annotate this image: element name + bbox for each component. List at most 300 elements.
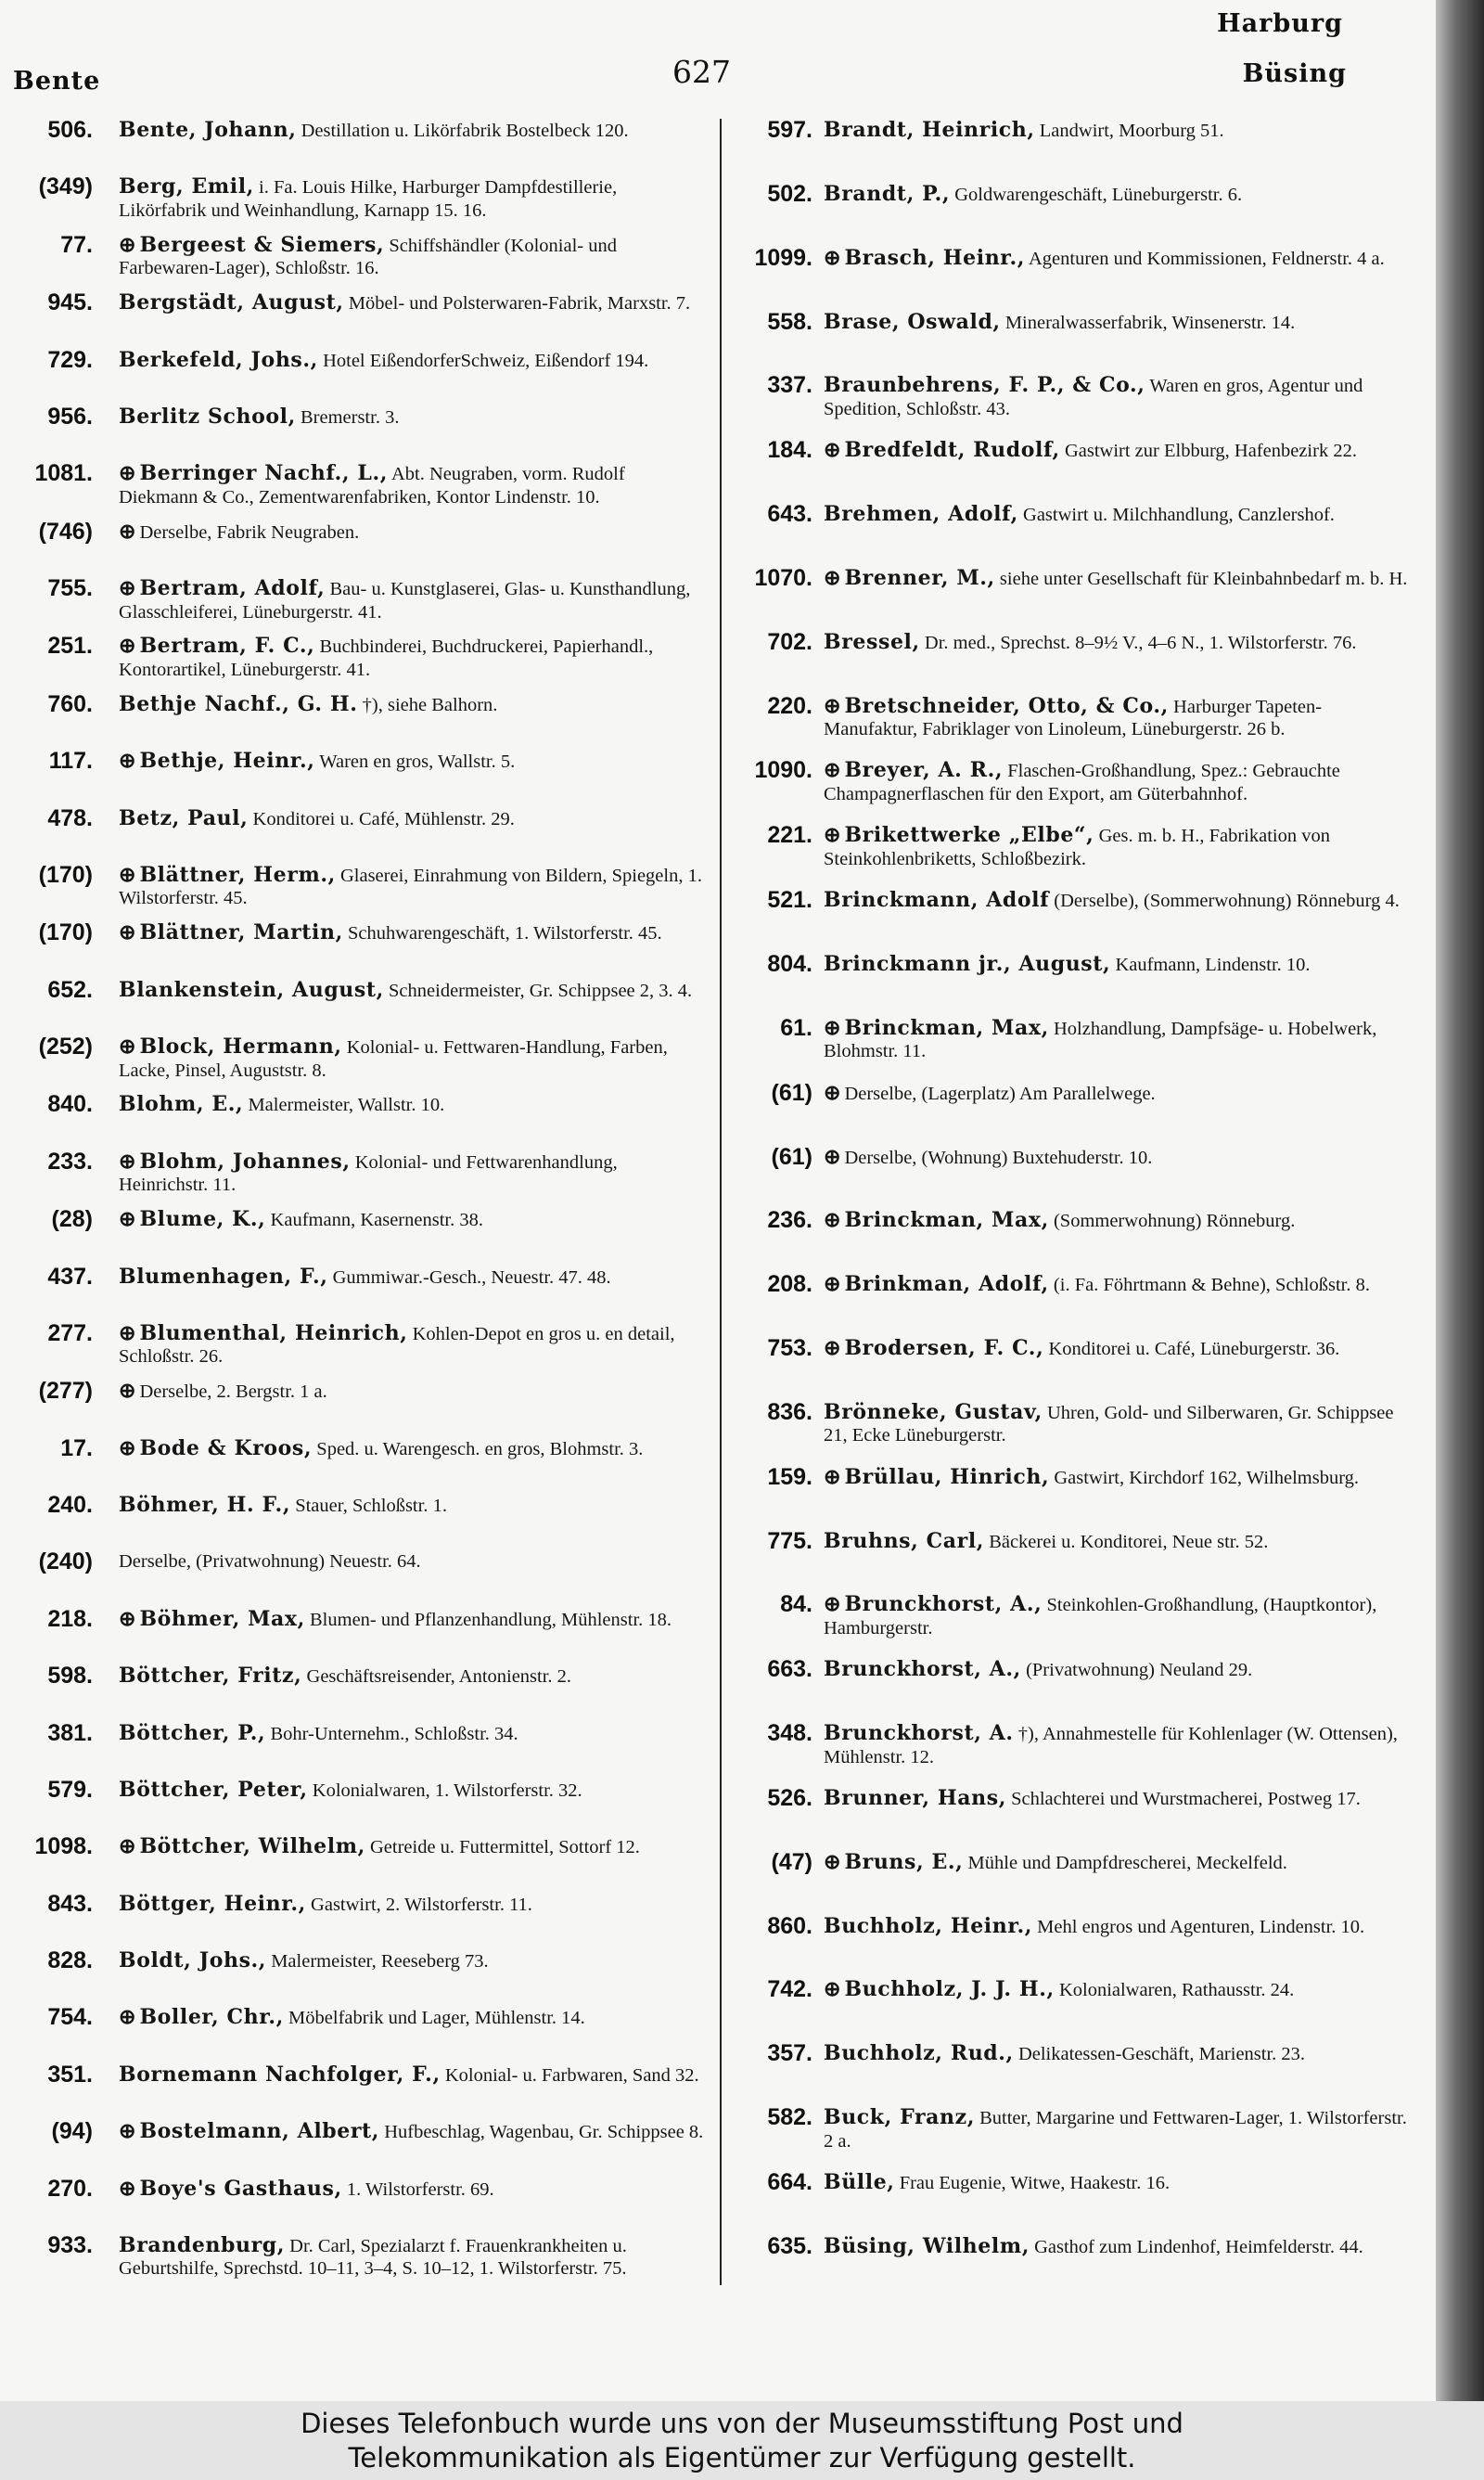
telephone-mark-icon: ⊕: [824, 1592, 841, 1616]
entry-number: 526.: [767, 1784, 812, 1811]
entry-details: Flaschen-Großhandlung, Spez.: Gebrauchte Champagnerflaschen für den Export, am Güterbahnhof.: [824, 761, 1340, 804]
entry-name: Blankenstein, August,: [119, 977, 384, 1002]
entry-name: Brinckman, Max,: [844, 1208, 1049, 1233]
entry-details: Gummiwar.-Gesch., Neuestr. 47. 48.: [332, 1266, 611, 1288]
telephone-mark-icon: ⊕: [824, 1208, 841, 1232]
entry-number: 270.: [47, 2175, 93, 2202]
entry-details: Gasthof zum Lindenhof, Heimfelderstr. 44.: [1034, 2236, 1363, 2257]
entry-number: 753.: [767, 1335, 812, 1362]
entry-name: Bergstädt, August,: [119, 290, 344, 315]
entry-details: Möbelfabrik und Lager, Mühlenstr. 14.: [288, 2008, 585, 2029]
telephone-mark-icon: ⊕: [119, 634, 136, 658]
entry-details: Derselbe, (Privatwohnung) Neuestr. 64.: [119, 1551, 421, 1573]
directory-entry: [723, 244, 1410, 292]
entry-name: Bergeest & Siemers,: [139, 232, 385, 257]
directory-entry: [0, 2120, 705, 2165]
directory-entry: [0, 1434, 705, 1483]
directory-entry: [0, 520, 705, 566]
entry-name: Brinkman, Adolf,: [844, 1272, 1049, 1297]
directory-entry: [723, 1593, 1410, 1639]
entry-name: Bressel,: [824, 629, 920, 654]
entry-number: 754.: [47, 2004, 93, 2031]
telephone-mark-icon: ⊕: [119, 1435, 136, 1459]
directory-entry: [0, 1776, 705, 1824]
entry-number: 117.: [48, 748, 93, 775]
entry-details: Gastwirt zur Elbburg, Hafenbezirk 22.: [1064, 441, 1357, 462]
entry-name: Blättner, Martin,: [139, 920, 343, 945]
entry-details: Kolonial- und Fettwarenhandlung, Heinrichstr. 11.: [119, 1151, 618, 1196]
entry-name: Brodersen, F. C.,: [844, 1336, 1044, 1361]
directory-entry: [723, 1143, 1410, 1191]
entry-details: Schuhwarengeschäft, 1. Wilstorferstr. 45.: [347, 923, 662, 944]
entry-name: Blättner, Herm.,: [139, 862, 336, 887]
directory-entry: [723, 374, 1410, 420]
entry-name: Brehmen, Adolf,: [824, 502, 1018, 527]
entry-details: Bremerstr. 3.: [300, 406, 400, 428]
directory-entry: [0, 921, 705, 967]
directory-entry: [0, 690, 705, 739]
entry-number: (240): [38, 1548, 93, 1575]
entry-number: 159.: [767, 1463, 812, 1490]
directory-entry: [0, 462, 705, 508]
entry-name: Böttcher, Wilhelm,: [139, 1834, 365, 1859]
directory-entry: [723, 628, 1410, 676]
entry-number: (94): [51, 2118, 93, 2145]
entry-details: Sped. u. Warengesch. en gros, Blohmstr. 3.: [316, 1438, 644, 1459]
entry-name: Blumenthal, Heinrich,: [139, 1320, 408, 1345]
entry-number: 836.: [767, 1398, 812, 1425]
telephone-mark-icon: ⊕: [119, 1149, 136, 1173]
page-edge-shadow: [1436, 0, 1484, 2401]
directory-entry: [0, 1719, 705, 1767]
directory-entry: [723, 889, 1410, 934]
entry-number: 1090.: [754, 757, 812, 784]
directory-entry: [723, 1463, 1410, 1511]
entry-name: Böttcher, Fritz,: [119, 1664, 302, 1689]
entry-number: 502.: [767, 180, 812, 207]
directory-entry: [723, 1209, 1410, 1254]
entry-number: 652.: [47, 976, 93, 1003]
entry-details: Frau Eugenie, Witwe, Haakestr. 16.: [899, 2173, 1171, 2193]
telephone-mark-icon: ⊕: [824, 245, 841, 269]
entry-number: (170): [38, 919, 93, 946]
directory-entry: [723, 2171, 1410, 2217]
entry-name: Bostelmann, Albert,: [139, 2119, 380, 2144]
directory-entry: [0, 1150, 705, 1197]
telephone-mark-icon: ⊕: [119, 862, 136, 886]
entry-details: Malermeister, Wallstr. 10.: [248, 1095, 445, 1116]
entry-number: 61.: [780, 1014, 812, 1041]
header-left-keyword: Bente: [13, 67, 101, 96]
entry-name: Bruns, E.,: [844, 1849, 964, 1874]
entry-number: 277.: [47, 1319, 93, 1346]
directory-entry: [723, 2232, 1410, 2281]
telephone-mark-icon: ⊕: [824, 565, 841, 589]
entry-name: Böttger, Heinr.,: [119, 1891, 306, 1916]
telephone-mark-icon: ⊕: [824, 1977, 841, 2001]
entry-details: Delikatessen-Geschäft, Marienstr. 23.: [1017, 2044, 1306, 2065]
entry-number: 521.: [767, 887, 812, 914]
entry-number: 437.: [47, 1263, 93, 1290]
column-divider: [720, 119, 722, 2285]
entry-number: 84.: [780, 1591, 812, 1618]
entry-number: 348.: [767, 1720, 812, 1747]
directory-entry: [0, 2063, 705, 2109]
entry-name: Bertram, F. C.,: [139, 634, 315, 659]
directory-entry: [723, 950, 1410, 998]
entry-details: Gastwirt u. Milchhandlung, Canzlershof.: [1023, 505, 1335, 526]
entry-details: Mehl engros und Agenturen, Lindenstr. 10.: [1037, 1916, 1365, 1937]
right-column: [723, 119, 1410, 2281]
telephone-mark-icon: ⊕: [824, 1849, 841, 1873]
entry-name: Bredfeldt, Rudolf,: [844, 438, 1060, 463]
entry-name: Bruhns, Carl,: [824, 1528, 985, 1553]
entry-details: Konditorei u. Café, Mühlenstr. 29.: [252, 808, 515, 829]
entry-name: Blohm, Johannes,: [139, 1149, 351, 1174]
entry-details: Derselbe, Fabrik Neugraben.: [139, 521, 360, 543]
entry-details: Glaserei, Einrahmung von Bildern, Spiegeln, 1. Wilstorferstr. 45.: [119, 865, 702, 909]
directory-entry: [723, 1722, 1410, 1768]
directory-entry: [723, 1398, 1410, 1447]
entry-details: Destillation u. Likörfabrik Bostelbeck 120.: [301, 121, 629, 141]
entry-details: Bohr-Unternehm., Schloßstr. 34.: [270, 1723, 518, 1744]
entry-details: Stauer, Schloßstr. 1.: [295, 1496, 447, 1516]
telephone-mark-icon: ⊕: [824, 758, 841, 782]
entry-number: 17.: [60, 1434, 93, 1461]
directory-entry: [0, 635, 705, 681]
entry-name: Buchholz, J. J. H.,: [844, 1977, 1055, 2002]
entry-number: 582.: [767, 2104, 812, 2131]
entry-number: 742.: [767, 1976, 812, 2003]
entry-name: Bente, Johann,: [119, 118, 297, 142]
directory-entry: [723, 180, 1410, 228]
directory-entry: [723, 824, 1410, 870]
entry-details: Kolonialwaren, 1. Wilstorferstr. 32.: [312, 1780, 582, 1801]
directory-entry: [0, 2175, 705, 2223]
entry-details: Kaufmann, Lindenstr. 10.: [1115, 954, 1311, 975]
entry-name: Brunckhorst, A.,: [824, 1657, 1021, 1682]
entry-name: Bethje, Heinr.,: [139, 749, 315, 774]
entry-details: Möbel- und Polsterwaren-Fabrik, Marxstr. 7.: [348, 293, 691, 315]
directory-entry: [723, 119, 1410, 164]
entry-number: 1081.: [34, 460, 93, 487]
entry-details: Derselbe, 2. Bergstr. 1 a.: [139, 1381, 327, 1403]
directory-entry: [0, 861, 705, 910]
entry-details: Agenturen und Kommissionen, Feldnerstr. 4 a.: [1029, 248, 1385, 269]
entry-name: Brönneke, Gustav,: [824, 1399, 1043, 1424]
entry-name: Brunckhorst, A.: [824, 1721, 1014, 1746]
entry-details: Kaufmann, Kasernenstr. 38.: [270, 1210, 483, 1231]
telephone-mark-icon: ⊕: [824, 1336, 841, 1360]
entry-number: 208.: [767, 1271, 812, 1298]
entry-number: 775.: [767, 1527, 812, 1554]
entry-name: Bornemann Nachfolger, F.,: [119, 2062, 441, 2087]
entry-number: 760.: [47, 690, 93, 717]
directory-entry: [723, 1273, 1410, 1318]
entry-details: i. Fa. Louis Hilke, Harburger Dampfdestillerie, Likörfabrik und Weinhandlung, Karnapp 15. 16.: [119, 177, 618, 221]
entry-details: Kolonialwaren, Rathausstr. 24.: [1058, 1980, 1295, 2001]
telephone-mark-icon: ⊕: [119, 232, 136, 256]
entry-name: Brase, Oswald,: [824, 309, 1001, 334]
entry-details: Schiffshändler (Kolonial- und Farbewaren-Lager), Schloßstr. 16.: [119, 235, 617, 279]
telephone-mark-icon: ⊕: [119, 1834, 136, 1858]
entry-number: 663.: [767, 1656, 812, 1683]
entry-name: Block, Hermann,: [139, 1034, 342, 1059]
directory-entry: [0, 1664, 705, 1710]
directory-entry: [723, 1912, 1410, 1960]
directory-entry: [723, 1784, 1410, 1832]
entry-number: 664.: [767, 2169, 812, 2195]
directory-entry: [0, 346, 705, 394]
entry-details: Holzhandlung, Dampfsäge- u. Hobelwerk, Blohmstr. 11.: [824, 1018, 1377, 1062]
entry-name: Brunner, Hans,: [824, 1785, 1006, 1810]
entry-number: 579.: [47, 1776, 93, 1803]
header-city: Harburg: [1217, 9, 1343, 38]
entry-name: Bretschneider, Otto, & Co.,: [844, 693, 1169, 718]
directory-entry: [723, 2106, 1410, 2152]
entry-details: Dr. med., Sprechst. 8–9½ V., 4–6 N., 1. Wilstorferstr. 76.: [924, 632, 1357, 653]
entry-number: 1099.: [754, 244, 812, 271]
directory-entry: [0, 1380, 705, 1425]
entry-number: (746): [38, 518, 93, 545]
telephone-mark-icon: ⊕: [119, 461, 136, 485]
entry-number: 1070.: [754, 564, 812, 591]
left-column: [0, 119, 705, 2281]
entry-number: (349): [38, 173, 93, 200]
entry-details: Butter, Margarine und Fettwaren-Lager, 1. Wilstorferstr. 2 a.: [824, 2108, 1407, 2152]
entry-name: Brunckhorst, A.,: [844, 1592, 1043, 1617]
entry-number: (47): [771, 1848, 812, 1875]
telephone-mark-icon: ⊕: [119, 576, 136, 599]
telephone-mark-icon: ⊕: [119, 1034, 136, 1058]
footer-line-2: Telekommunikation als Eigentümer zur Verfügung gestellt.: [348, 2442, 1136, 2474]
entry-name: Berg, Emil,: [119, 174, 254, 199]
entry-details: Derselbe, (Wohnung) Buxtehuderstr. 10.: [844, 1147, 1153, 1168]
entry-number: 755.: [47, 575, 93, 601]
entry-number: 77.: [60, 231, 93, 258]
entry-number: (170): [38, 861, 93, 888]
directory-entry: [0, 1494, 705, 1539]
entry-name: Böttcher, Peter,: [119, 1777, 308, 1802]
entry-number: 860.: [767, 1912, 812, 1939]
directory-entry: [723, 692, 1410, 741]
directory-entry: [0, 405, 705, 451]
entry-number: 251.: [47, 633, 93, 660]
directory-entry: [723, 1658, 1410, 1703]
entry-details: Kolonial- u. Farbwaren, Sand 32.: [444, 2064, 699, 2086]
entry-name: Brandenburg,: [119, 2232, 286, 2257]
telephone-mark-icon: ⊕: [119, 1606, 136, 1630]
directory-entry: [723, 1527, 1410, 1575]
entry-details: Abt. Neugraben, vorm. Rudolf Diekmann & Co., Zementwarenfabriken, Kontor Lindenstr. 10.: [119, 464, 625, 508]
directory-entry: [723, 1848, 1410, 1896]
entry-details: Steinkohlen-Großhandlung, (Hauptkontor), Hamburgerstr.: [824, 1595, 1377, 1638]
directory-entry: [0, 1605, 705, 1653]
entry-details: Blumen- und Pflanzenhandlung, Mühlenstr. 18.: [310, 1609, 672, 1630]
directory-entry: [723, 439, 1410, 484]
directory-entry: [723, 2042, 1410, 2088]
directory-entry: [723, 1978, 1410, 2024]
entry-name: Boldt, Johs.,: [119, 1948, 267, 1972]
entry-name: Buck, Franz,: [824, 2105, 975, 2130]
directory-entry: [0, 1949, 705, 1995]
entry-number: 729.: [47, 346, 93, 373]
entry-details: Schlachterei und Wurstmacherei, Postweg 17.: [1011, 1788, 1361, 1809]
directory-entry: [723, 759, 1410, 805]
telephone-mark-icon: ⊕: [119, 920, 136, 944]
entry-number: 598.: [47, 1663, 93, 1690]
entry-number: 381.: [47, 1719, 93, 1746]
directory-entry: [0, 1890, 705, 1938]
directory-entry: [0, 1319, 705, 1368]
entry-number: 240.: [47, 1492, 93, 1518]
telephone-mark-icon: ⊕: [824, 1144, 841, 1168]
entry-number: 236.: [767, 1207, 812, 1234]
entry-details: Kohlen-Depot en gros u. en detail, Schloßstr. 26.: [119, 1323, 675, 1368]
telephone-mark-icon: ⊕: [119, 2005, 136, 2029]
entry-details: Derselbe, (Lagerplatz) Am Parallelwege.: [844, 1083, 1156, 1104]
telephone-mark-icon: ⊕: [119, 519, 136, 543]
entry-details: Getreide u. Futtermittel, Sottorf 12.: [369, 1837, 640, 1858]
entry-name: Brikettwerke „Elbe“,: [844, 823, 1094, 848]
entry-number: (28): [51, 1206, 93, 1233]
page-number: 627: [672, 54, 731, 90]
entry-details: Hotel EißendorferSchweiz, Eißendorf 194.: [323, 350, 649, 371]
entry-number: 702.: [767, 628, 812, 655]
entry-number: 184.: [767, 437, 812, 464]
entry-details: Harburger Tapeten-Manufaktur, Fabriklager von Linoleum, Lüneburgerstr. 26 b.: [824, 696, 1323, 740]
directory-entry: [0, 2006, 705, 2051]
entry-number: 1098.: [34, 1833, 93, 1860]
telephone-mark-icon: ⊕: [119, 1379, 136, 1403]
entry-details: Waren en gros, Agentur und Spedition, Schloßstr. 43.: [824, 376, 1363, 419]
directory-entry: [723, 1014, 1410, 1063]
directory-entry: [723, 564, 1410, 612]
entry-name: Böhmer, H. F.,: [119, 1493, 291, 1517]
entry-name: Berlitz School,: [119, 404, 296, 429]
entry-name: Brandt, Heinrich,: [824, 118, 1035, 142]
entry-details: (Sommerwohnung) Rönneburg.: [1053, 1211, 1296, 1232]
entry-name: Boye's Gasthaus,: [139, 2176, 342, 2201]
entry-number: 478.: [47, 804, 93, 831]
entry-name: Brandt, P.,: [824, 181, 951, 206]
directory-entry: [0, 175, 705, 222]
entry-number: 804.: [767, 950, 812, 977]
entry-number: 558.: [767, 308, 812, 335]
entry-name: Blume, K.,: [139, 1207, 266, 1232]
entry-number: 956.: [47, 403, 93, 430]
telephone-mark-icon: ⊕: [119, 749, 136, 773]
entry-details: (Derselbe), (Sommerwohnung) Rönneburg 4.: [1054, 891, 1400, 912]
directory-entry: [0, 1208, 705, 1253]
entry-number: 506.: [47, 117, 93, 143]
directory-entry: [0, 2231, 705, 2281]
directory-entry: [0, 1550, 705, 1596]
entry-name: Berkefeld, Johs.,: [119, 347, 318, 372]
entry-details: Uhren, Gold- und Silberwaren, Gr. Schippsee 21, Ecke Lüneburgerstr.: [824, 1402, 1394, 1446]
entry-name: Büsing, Wilhelm,: [824, 2233, 1030, 2258]
entry-details: Konditorei u. Café, Lüneburgerstr. 36.: [1048, 1339, 1340, 1360]
entry-number: 351.: [47, 2061, 93, 2088]
telephone-mark-icon: ⊕: [119, 1207, 136, 1231]
telephone-mark-icon: ⊕: [119, 1320, 136, 1344]
entry-details: Schneidermeister, Gr. Schippsee 2, 3. 4.: [389, 980, 693, 1001]
telephone-mark-icon: ⊕: [119, 2176, 136, 2200]
entry-number: 643.: [767, 501, 812, 528]
entry-number: 828.: [47, 1947, 93, 1973]
entry-name: Brinckmann, Adolf: [824, 888, 1050, 913]
footer-notice: [0, 2401, 1484, 2480]
entry-details: Dr. Carl, Spezialarzt f. Frauenkrankheiten u. Geburtshilfe, Sprechstd. 10–11, 3–4, S. 10–12, 1. Wilstorferstr. 75.: [119, 2235, 627, 2280]
entry-details: Geschäftsreisender, Antonienstr. 2.: [306, 1666, 572, 1688]
entry-name: Braunbehrens, F. P., & Co.,: [824, 373, 1145, 398]
entry-name: Bode & Kroos,: [139, 1435, 313, 1460]
entry-name: Buchholz, Heinr.,: [824, 1913, 1033, 1938]
entry-number: 337.: [767, 372, 812, 399]
entry-number: 945.: [47, 289, 93, 316]
directory-entry: [0, 976, 705, 1024]
entry-number: 597.: [767, 117, 812, 143]
directory-entry: [723, 503, 1410, 548]
directory-entry: [723, 1337, 1410, 1382]
telephone-mark-icon: ⊕: [824, 1015, 841, 1039]
telephone-mark-icon: ⊕: [824, 1272, 841, 1296]
directory-entry: [0, 119, 705, 164]
entry-details: Mineralwasserfabrik, Winsenerstr. 14.: [1004, 312, 1296, 333]
entry-name: Bethje Nachf., G. H.: [119, 691, 358, 716]
entry-details: Hufbeschlag, Wagenbau, Gr. Schippsee 8.: [384, 2122, 704, 2143]
entry-number: 840.: [47, 1091, 93, 1118]
entry-details: Gastwirt, Kirchdorf 162, Wilhelmsburg.: [1054, 1467, 1360, 1488]
entry-number: 933.: [47, 2231, 93, 2258]
entry-number: 635.: [767, 2232, 812, 2259]
directory-entry: [0, 291, 705, 337]
entry-details: Landwirt, Moorburg 51.: [1039, 121, 1224, 141]
entry-details: †), Annahmestelle für Kohlenlager (W. Ottensen), Mühlenstr. 12.: [824, 1724, 1398, 1767]
entry-details: (i. Fa. Föhrtmann & Behne), Schloßstr. 8.: [1053, 1275, 1370, 1296]
telephone-mark-icon: ⊕: [824, 693, 841, 717]
entry-name: Breyer, A. R.,: [844, 758, 1004, 783]
entry-number: 220.: [767, 692, 812, 719]
directory-entry: [0, 1035, 705, 1082]
directory-entry: [723, 308, 1410, 356]
telephone-mark-icon: ⊕: [119, 2119, 136, 2143]
entry-details: Buchbinderei, Buchdruckerei, Papierhandl., Kontorartikel, Lüneburgerstr. 41.: [119, 636, 654, 680]
entry-name: Berringer Nachf., L.,: [139, 461, 388, 486]
entry-details: 1. Wilstorferstr. 69.: [346, 2178, 494, 2200]
entry-name: Betz, Paul,: [119, 805, 249, 830]
entry-number: 233.: [47, 1148, 93, 1175]
directory-entry: [0, 1263, 705, 1311]
entry-details: Malermeister, Reeseberg 73.: [271, 1951, 489, 1972]
entry-number: 221.: [767, 822, 812, 849]
entry-details: (Privatwohnung) Neuland 29.: [1026, 1660, 1253, 1681]
entry-details: †), siehe Balhorn.: [362, 694, 498, 715]
entry-name: Brasch, Heinr.,: [844, 245, 1025, 270]
entry-number: (61): [771, 1079, 812, 1106]
directory-entry: [0, 577, 705, 623]
entry-name: Buchholz, Rud.,: [824, 2041, 1014, 2066]
directory-entry: [0, 804, 705, 853]
entry-number: 218.: [47, 1605, 93, 1632]
entry-details: Gastwirt, 2. Wilstorferstr. 11.: [311, 1894, 532, 1915]
entry-name: Boller, Chr.,: [139, 2005, 284, 2030]
telephone-mark-icon: ⊕: [824, 1464, 841, 1488]
telephone-mark-icon: ⊕: [824, 1080, 841, 1104]
directory-entry: [0, 750, 705, 795]
entry-details: Kolonial- u. Fettwaren-Handlung, Farben, Lacke, Pinsel, Auguststr. 8.: [119, 1037, 668, 1081]
entry-name: Brenner, M.,: [844, 565, 995, 590]
